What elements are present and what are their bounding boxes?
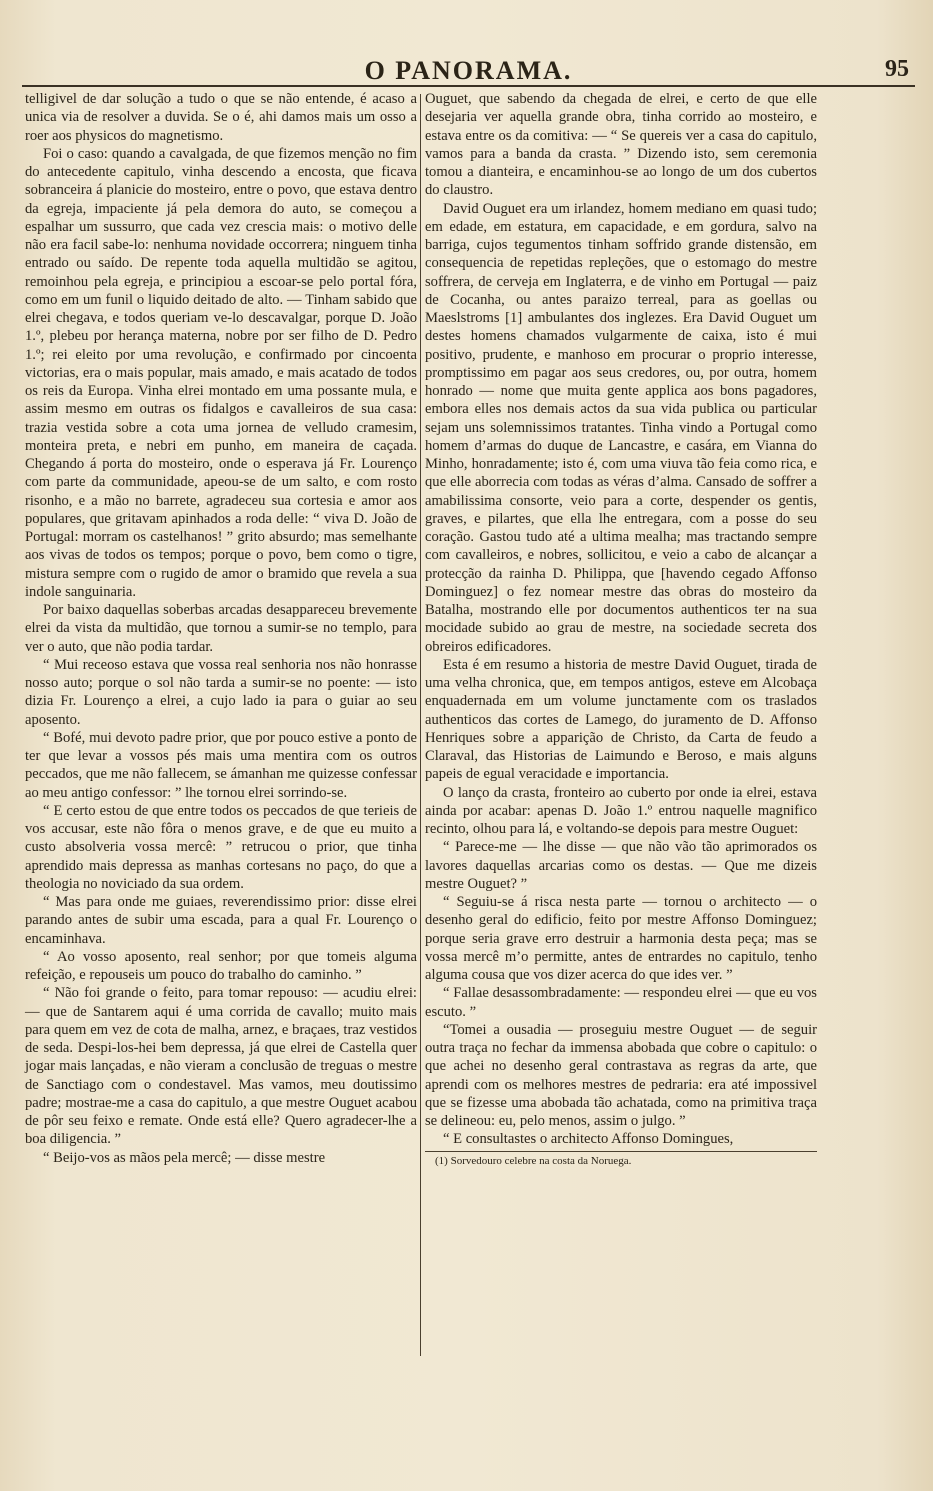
left-column-paragraph: telligivel de dar solução a tudo o que se não entende, é acaso a unica via de resolver a duvida. Se o é, ahi damos mais um osso a roer aos physicos do magnetismo. — [25, 91, 417, 144]
running-title: O PANORAMA. — [364, 56, 573, 85]
footnote: (1) Sorvedouro celebre na costa da Noruega. — [435, 1154, 632, 1167]
left-column-paragraph: “ Mui receoso estava que vossa real senhoria nos não honrasse nosso auto; porque o sol não tarda a sumir-se no poente: — isto dizia Fr. Lourenço a elrei, a cujo lado ia para o guiar ao seu aposento. — [25, 656, 417, 728]
header-rule — [22, 85, 915, 87]
right-column-paragraph: David Ouguet era um irlandez, homem mediano em quasi tudo; em edade, em estatura, em capacidade, e em gordura, salvo na barriga, cujos tegumentos tinham soffrido grande distensão, em consequencia de repetidas repleções, que o estomago do mestre soffrera, de cerveja em Inglaterra, e de vinho em Portugal — paiz de Cocanha, ou antes paraizo terreal, para as goellas ou Maeslstroms [1] ambulantes dos inglezes. Era David Ouguet um destes homens chamados vulgarmente de caixa, isto é mui positivo, prudente, e manhoso em procurar o proprio interesse, promptissimo em pagar aos seus credores, ou, por outra, homem honrado — nome que muita gente applica aos bons pagadores, embora elles nos demais actos da sua vida publica ou particular sejam uns solemnissimos tratantes. Tinha vindo a Portugal como homem d’armas do duque de Lancastre, e casára, em Vianna do Minho, honradamente; isto é, com uma viuva tão feia como rica, e que elle aborrecia com todas as véras d’alma. Cansado de soffrer a amabilissima consorte, veio para a corte, despender os gentis, graves, e pilartes, que ella lhe entregara, com a posse do seu coração. Gastou tudo até a ultima mealha; mas tractando sempre com cavalleiros, e nobres, sollicitou, e veio a cabo de alcançar a protecção da rainha D. Philippa, que [havendo cegado Affonso Dominguez] o fez nomear mestre das obras do mosteiro da Batalha, mostrando elle por documentos authenticos ter na sua mocidade subido ao grau de mestre, na sociedade secreta dos obreiros edificadores. — [425, 200, 817, 655]
right-column-paragraph: “ Seguiu-se á risca nesta parte — tornou o architecto — o desenho geral do edificio, feito por mestre Affonso Dominguez; porque seria grave erro destruir a harmonia desta peça; mas se vossa mercê m’o permitte, antes de entrardes no capitulo, tenho alguma cousa que vos dizer acerca do que ides ver. ” — [425, 894, 817, 983]
right-column-paragraphs — [425, 90, 817, 1149]
left-column-paragraph: “ Ao vosso aposento, real senhor; por que tomeis alguma refeição, e repouseis um pouco do trabalho do caminho. ” — [25, 948, 417, 983]
right-column-paragraph: Ouguet, que sabendo da chegada de elrei, e certo de que elle desejaria ver aquella grande obra, tinha corrido ao mosteiro, e estava entre os da comitiva: — “ Se quereis ver a casa do capitulo, vamos para a banda da crasta. ” Dizendo isto, sem ceremonia tomou a dianteira, e encaminhou-se ao longo de um dos cubertos do claustro. — [425, 91, 817, 199]
footnote-rule — [425, 1151, 817, 1152]
right-column-paragraph: “ Parece-me — lhe disse — que não vão tão aprimorados os lavores daquellas arcarias como os destas. — Que me dizeis mestre Ouguet? ” — [425, 839, 817, 892]
page-header — [22, 48, 915, 84]
left-column — [25, 90, 417, 1167]
left-column-paragraph: “ Beijo-vos as mãos pela mercê; — disse mestre — [43, 1149, 326, 1166]
left-column-paragraph: Por baixo daquellas soberbas arcadas desappareceu brevemente elrei da vista da multidão, que tornou a sumir-se no templo, para ver o auto, que não podia tardar. — [25, 602, 417, 655]
page-number: 95 — [885, 56, 909, 82]
left-column-paragraph: “ Bofé, mui devoto padre prior, que por pouco estive a ponto de ter que levar a vossos pés mais uma mentira com os outros peccados, que me não fallecem, se ámanhan me quizesse confessar ao meu antigo confessor: ” lhe tornou elrei sorrindo-se. — [25, 729, 417, 801]
right-column-paragraph: “ E consultastes o architecto Affonso Domingues, — [443, 1131, 734, 1148]
column-divider — [420, 94, 421, 1356]
right-column-paragraph: Esta é em resumo a historia de mestre David Ouguet, tirada de uma velha chronica, que, em tempos antigos, esteve em Alcobaça enquadernada em um volume junctamente com os traslados authenticos das cortes de Lamego, do juramento de D. Affonso Henriques sobre a apparição de Christo, da Carta de feudo a Claraval, das Historias de Laimundo e Beroso, e mais alguns papeis de egual veracidade e importancia. — [425, 656, 817, 783]
right-column-paragraph: “Tomei a ousadia — proseguiu mestre Ouguet — de seguir outra traça no fechar da immensa abobada que cobre o capitulo: o que achei no desenho geral contrastava as regras da arte, que aprendi com os melhores mestres de pedraria: era até impossivel que se fizesse uma abobada tão achatada, como na primitiva traça se delineou: eu, pelo menos, assim o julgo. ” — [425, 1021, 817, 1129]
left-column-paragraph: “ E certo estou de que entre todos os peccados de que terieis de vos accusar, este não fôra o menos grave, e de que eu muito a custo absolveria vossa mercê: ” retrucou o prior, que tinha aprendido mais depressa as manhas cortesans no paço, do que a theologia no noviciado da sua ordem. — [25, 802, 417, 892]
right-column-paragraph: “ Fallae desassombradamente: — respondeu elrei — que eu vos escuto. ” — [425, 985, 817, 1020]
right-column — [425, 90, 817, 1168]
right-column-paragraph: O lanço da crasta, fronteiro ao cuberto por onde ia elrei, estava ainda por acabar: apenas D. João 1.º entrou naquelle magnifico recinto, olhou para lá, e voltando-se depois para mestre Ouguet: — [425, 784, 817, 837]
text-columns — [22, 90, 918, 1358]
left-column-paragraph: “ Não foi grande o feito, para tomar repouso: — acudiu elrei: — que de Santarem aqui é uma corrida de cavallo; muito mais para quem em vez de cota de malha, arnez, e braçaes, traz vestidos de seda. Despi-los-hei bem depressa, já que elrei de Castella quer jogar mais lançadas, e não vieram a conclusão de treguas o mestre de Sanctiago com o condestavel. Mas vamos, meu doutissimo padre; mostrae-me a casa do capitulo, a que mestre Ouguet acabou de pôr seu feixo e remate. Onde está elle? Quero agradecer-lhe a boa diligencia. ” — [25, 985, 417, 1148]
left-column-paragraph: Foi o caso: quando a cavalgada, de que fizemos menção no fim do antecedente capitulo, vinha descendo a encosta, que ficava sobranceira á planicie do mosteiro, entre o povo, que estava dentro da egreja, impaciente já pela demora do auto, se começou a espalhar um sussurro, que cada vez crescia mais: o motivo delle não era facil sabe-lo: nenhuma novidade occorrera; ninguem tinha entrado ou saído. De repente toda aquella multidão se agitou, remoinhou pela egreja, e principiou a escoar-se pelo portal fóra, como em um funil o liquido deitado de alto. — Tinham sabido que elrei chegava, e todos queriam ve-lo descavalgar, porque D. João 1.º, plebeu por herança materna, nobre por ser filho de D. Pedro 1.º; rei eleito por uma revolução, e confirmado por cincoenta victorias, era o mais popular, mais amado, e mais acatado de todos os reis da Europa. Vinha elrei montado em uma possante mula, e assim mesmo em outras os fidalgos e cavalleiros de sua casa: trazia vestida sobre a cota uma jornea de velludo cramesim, monteira preta, e nebri em punho, em maneira de caçada. Chegando á porta do mosteiro, onde o esperava já Fr. Lourenço com parte da communidade, apeou-se de um salto, e com rosto risonho, e a mão no barrete, agradeceu sua cortesia e amor aos populares, que gritavam apinhados a roda delle: “ viva D. João de Portugal: morram os castelhanos! ” grito absurdo; mas semelhante aos vivas de todos os tempos; porque o povo, bem como o tigre, mistura sempre com o rugido de amor o bramido que revela a sua indole sanguinaria. — [25, 145, 417, 600]
left-column-paragraph: “ Mas para onde me guiaes, reverendissimo prior: disse elrei parando antes de subir uma escada, para a qual Fr. Lourenço o encaminhava. — [25, 894, 417, 947]
